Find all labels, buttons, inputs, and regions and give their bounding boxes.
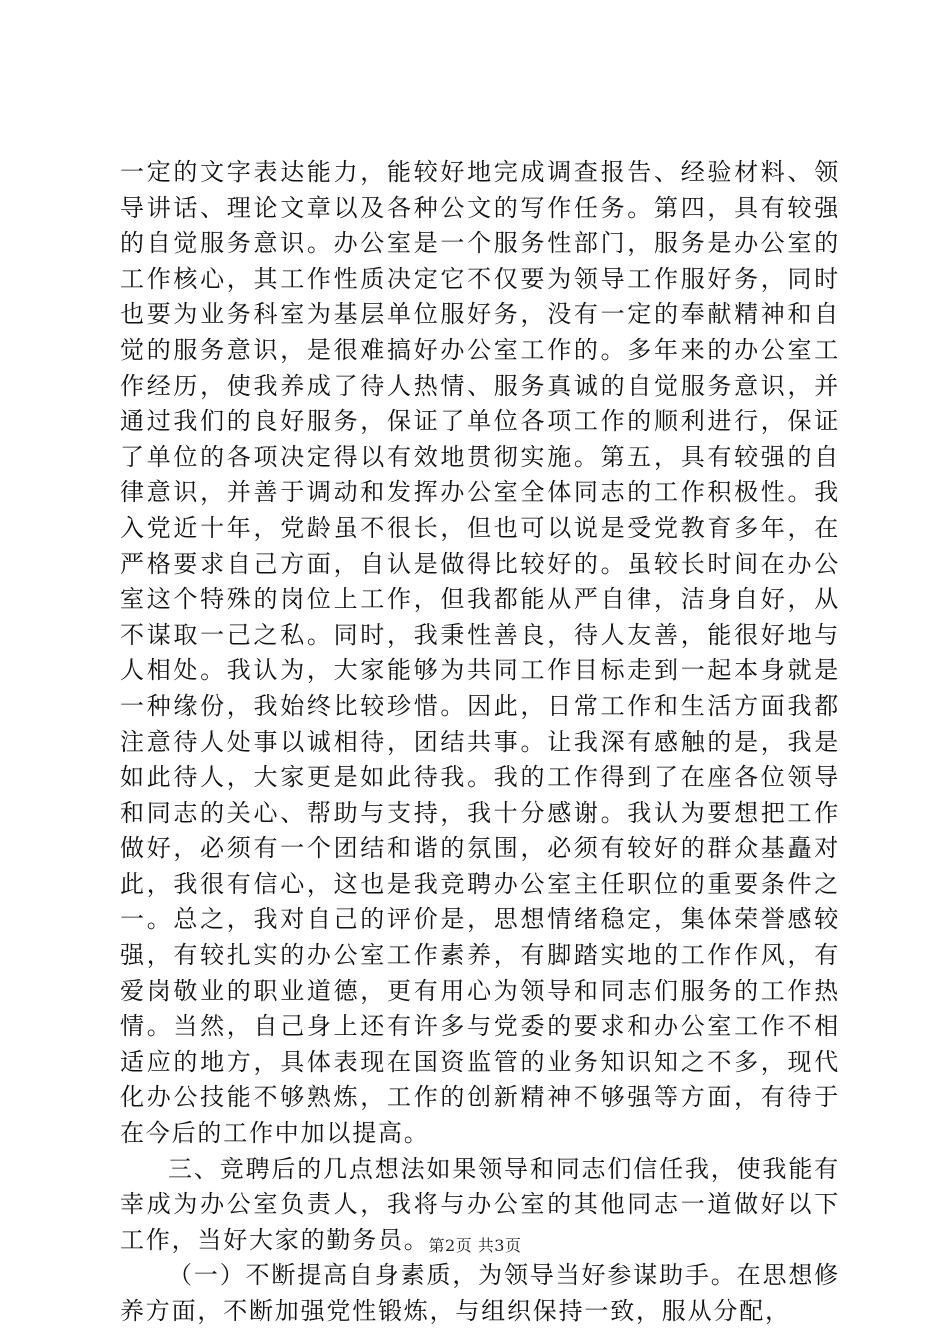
document-body <box>120 155 840 1330</box>
page-footer: 第2页 共3页 <box>428 1236 522 1255</box>
paragraph-3: （一）不断提高自身素质，为领导当好参谋助手。在思想修养方面，不断加强党性锻炼，与组织保持一致，服从分配， <box>120 1261 840 1325</box>
paragraph-2: 三、竞聘后的几点想法如果领导和同志们信任我，使我能有幸成为办公室负责人，我将与办公室的其他同志一道做好以下工作，当好大家的勤务员。 <box>120 1154 840 1254</box>
paragraph-1: 一定的文字表达能力，能较好地完成调查报告、经验材料、领导讲话、理论文章以及各种公文的写作任务。第四，具有较强的自觉服务意识。办公室是一个服务性部门，服务是办公室的工作核心，其工作性质决定它不仅要为领导工作服好务，同时也要为业务科室为基层单位服好务，没有一定的奉献精神和自觉的服务意识，是很难搞好办公室工作的。多年来的办公室工作经历，使我养成了待人热情、服务真诚的自觉服务意识，并通过我们的良好服务，保证了单位各项工作的顺利进行，保证了单位的各项决定得以有效地贯彻实施。第五，具有较强的自律意识，并善于调动和发挥办公室全体同志的工作积极性。我入党近十年，党龄虽不很长，但也可以说是受党教育多年，在严格要求自己方面，自认是做得比较好的。虽较长时间在办公室这个特殊的岗位上工作，但我都能从严自律，洁身自好，从不谋取一己之私。同时，我秉性善良，待人友善，能很好地与人相处。我认为，大家能够为共同工作目标走到一起本身就是一种缘份，我始终比较珍惜。因此，日常工作和生活方面我都注意待人处事以诚相待，团结共事。让我深有感触的是，我是如此待人，大家更是如此待我。我的工作得到了在座各位领导和同志的关心、帮助与支持，我十分感谢。我认为要想把工作做好，必须有一个团结和谐的氛围，必须有较好的群众基矗对此，我很有信心，这也是我竞聘办公室主任职位的重要条件之一。总之，我对自己的评价是，思想情绪稳定，集体荣誉感较强，有较扎实的办公室工作素养，有脚踏实地的工作作风，有爱岗敬业的职业道德，更有用心为领导和同志们服务的工作热情。当然，自己身上还有许多与党委的要求和办公室工作不相适应的地方，具体表现在国资监管的业务知识知之不多，现代化办公技能不够熟炼，工作的创新精神不够强等方面，有待于在今后的工作中加以提高。 <box>120 158 840 1148</box>
